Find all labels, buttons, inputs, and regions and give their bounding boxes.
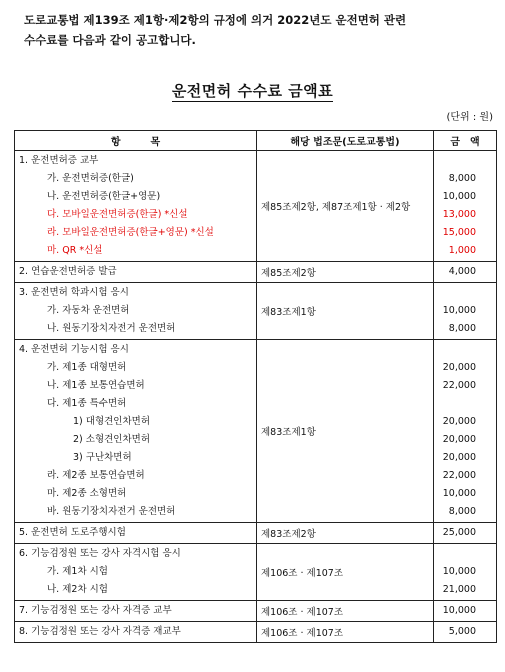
- fee-value: 10,000: [442, 305, 476, 316]
- fee-cell: [434, 622, 497, 643]
- law-cell: 제106조 · 제107조: [257, 601, 434, 622]
- item-label: 가. 제1종 대형면허: [47, 362, 127, 373]
- item-label: 가. 운전면허증(한글): [47, 173, 134, 184]
- title-text: 운전면허 수수료 금액표: [171, 82, 334, 100]
- item-label: 마. 제2종 소형면허: [47, 488, 127, 499]
- fee-value: [434, 545, 496, 563]
- header-row: [15, 131, 497, 151]
- law-cell: 제83조제1항: [257, 283, 434, 340]
- item-cell: [15, 262, 257, 283]
- law-cell: 제106조 · 제107조: [257, 544, 434, 601]
- item-label: 가. 자동차 운전면허: [47, 305, 130, 316]
- fee-value: 1,000: [448, 245, 476, 256]
- item-label: 4. 운전면허 기능시험 응시: [19, 344, 129, 355]
- fee-value: 15,000: [442, 227, 476, 238]
- announcement-line-1: 도로교통법 제139조 제1항·제2항의 규정에 의거 2022년도 운전면허 관련: [24, 13, 407, 27]
- fee-value: 8,000: [448, 173, 476, 184]
- table-row: [15, 601, 497, 622]
- document-title: [0, 80, 505, 101]
- table-row: [15, 151, 497, 262]
- item-label: 3) 구난차면허: [73, 452, 132, 463]
- law-cell: 제106조 · 제107조: [257, 622, 434, 643]
- item-label: 2) 소형견인차면허: [73, 434, 151, 445]
- item-cell: [15, 622, 257, 643]
- item-label: 다. 모바일운전면허증(한글) *신설: [47, 209, 188, 220]
- item-label: 1) 대형견인차면허: [73, 416, 151, 427]
- table-row: [15, 262, 497, 283]
- fee-value: [434, 152, 496, 170]
- fee-cell: [434, 523, 497, 544]
- fee-value: 10,000: [442, 566, 476, 577]
- fee-value: [434, 341, 496, 359]
- unit-note: (단위 : 원): [446, 112, 493, 123]
- law-cell: 제85조제2항, 제87조제1항 · 제2항: [257, 151, 434, 262]
- law-cell: 제83조제1항: [257, 340, 434, 523]
- fee-value: 8,000: [448, 323, 476, 334]
- item-label: 가. 제1차 시험: [47, 566, 108, 577]
- item-label: 라. 제2종 보통연습면허: [47, 470, 145, 481]
- item-label: 7. 기능검정원 또는 강사 자격증 교부: [19, 605, 172, 616]
- item-label: 마. QR *신설: [47, 245, 103, 256]
- item-label: 다. 제1종 특수면허: [47, 398, 127, 409]
- fee-table: [14, 130, 497, 643]
- header-item: 항 목: [15, 131, 257, 151]
- item-label: 나. 운전면허증(한글+영문): [47, 191, 161, 202]
- fee-value: 20,000: [442, 434, 476, 445]
- fee-value: 20,000: [442, 452, 476, 463]
- law-cell: 제85조제2항: [257, 262, 434, 283]
- fee-value: 20,000: [442, 416, 476, 427]
- fee-value: 10,000: [442, 605, 476, 616]
- item-label: 3. 운전면허 학과시험 응시: [19, 287, 129, 298]
- fee-value: 20,000: [442, 362, 476, 373]
- item-label: 라. 모바일운전면허증(한글+영문) *신설: [47, 227, 214, 238]
- fee-cell: [434, 283, 497, 340]
- item-label: 8. 기능검정원 또는 강사 자격증 재교부: [19, 626, 181, 637]
- fee-cell: [434, 601, 497, 622]
- table-row: [15, 523, 497, 544]
- header-law: 해당 법조문(도로교통법): [257, 131, 434, 151]
- item-cell: [15, 523, 257, 544]
- fee-value: 10,000: [442, 488, 476, 499]
- fee-table-body: [15, 151, 497, 643]
- fee-cell: [434, 340, 497, 523]
- fee-value: 4,000: [448, 266, 476, 277]
- table-row: [15, 340, 497, 523]
- item-label: 바. 원동기장치자전거 운전면허: [47, 506, 176, 517]
- fee-value: [434, 284, 496, 302]
- item-cell: [15, 601, 257, 622]
- item-cell: [15, 340, 257, 523]
- fee-value: 13,000: [442, 209, 476, 220]
- item-label: 나. 원동기장치자전거 운전면허: [47, 323, 176, 334]
- item-label: 6. 기능검정원 또는 강사 자격시험 응시: [19, 548, 181, 559]
- fee-cell: [434, 262, 497, 283]
- item-cell: [15, 283, 257, 340]
- item-label: 나. 제1종 보통연습면허: [47, 380, 145, 391]
- fee-value: [434, 395, 496, 413]
- announcement-text: [24, 10, 494, 50]
- item-label: 1. 운전면허증 교부: [19, 155, 99, 166]
- item-cell: [15, 544, 257, 601]
- fee-value: 21,000: [442, 584, 476, 595]
- law-cell: 제83조제2항: [257, 523, 434, 544]
- fee-cell: [434, 151, 497, 262]
- announcement-line-2: 수수료를 다음과 같이 공고합니다.: [24, 33, 196, 47]
- item-label: 5. 운전면허 도로주행시험: [19, 527, 126, 538]
- fee-value: 8,000: [448, 506, 476, 517]
- item-cell: [15, 151, 257, 262]
- header-fee: 금 액: [434, 131, 497, 151]
- item-label: 나. 제2차 시험: [47, 584, 108, 595]
- item-label: 2. 연습운전면허증 발급: [19, 266, 117, 277]
- fee-cell: [434, 544, 497, 601]
- table-row: [15, 283, 497, 340]
- table-row: [15, 544, 497, 601]
- fee-value: 22,000: [442, 470, 476, 481]
- fee-value: 22,000: [442, 380, 476, 391]
- fee-value: 10,000: [442, 191, 476, 202]
- fee-value: 25,000: [442, 527, 476, 538]
- fee-value: 5,000: [448, 626, 476, 637]
- table-row: [15, 622, 497, 643]
